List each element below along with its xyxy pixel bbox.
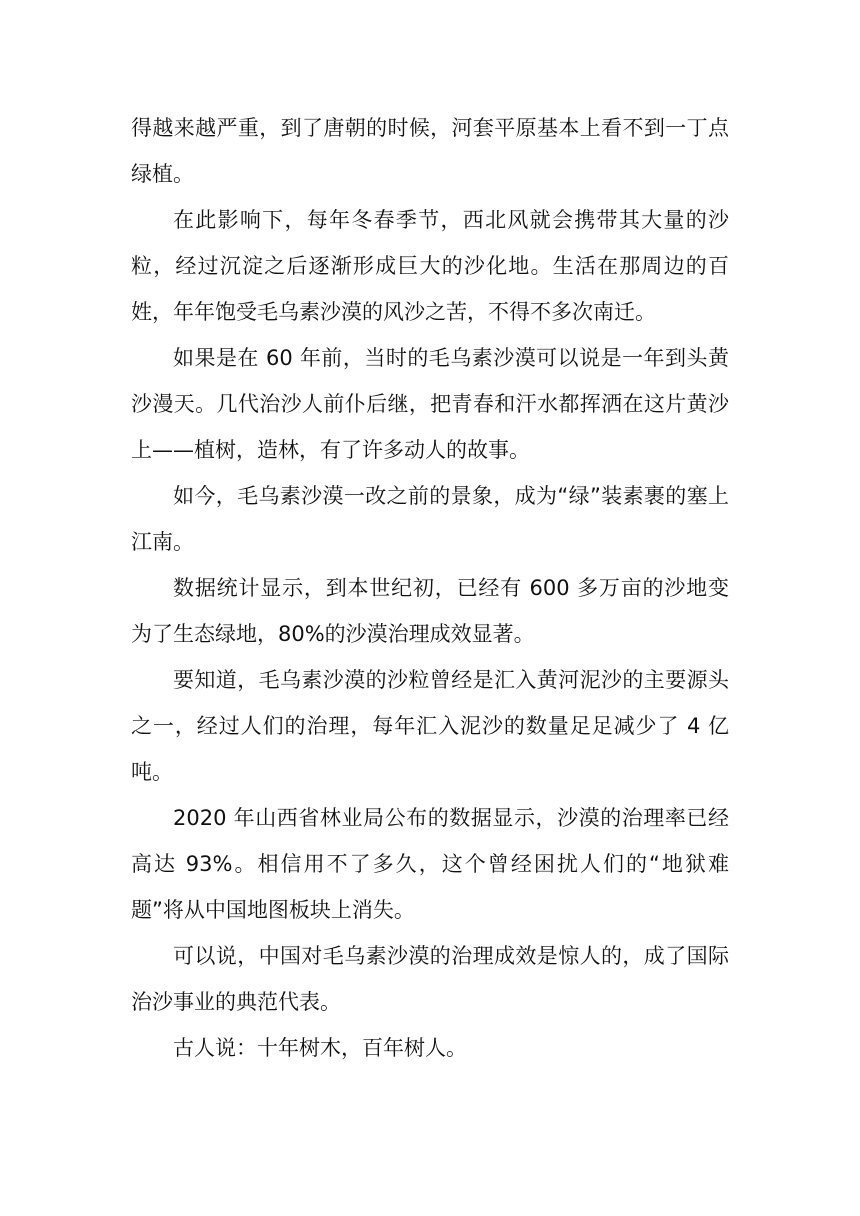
paragraph: 要知道，毛乌素沙漠的沙粒曾经是汇入黄河泥沙的主要源头之一，经过人们的治理，每年汇入泥沙的数量足足减少了 4 亿吨。	[131, 668, 729, 784]
paragraph: 可以说，中国对毛乌素沙漠的治理成效是惊人的，成了国际治沙事业的典范代表。	[131, 944, 729, 1014]
article-body	[131, 105, 729, 1071]
paragraph: 在此影响下，每年冬春季节，西北风就会携带其大量的沙粒，经过沉淀之后逐渐形成巨大的沙化地。生活在那周边的百姓，年年饱受毛乌素沙漠的风沙之苦，不得不多次南迁。	[131, 208, 729, 324]
paragraph: 如今，毛乌素沙漠一改之前的景象，成为“绿”装素裹的塞上江南。	[131, 484, 729, 554]
paragraph: 如果是在 60 年前，当时的毛乌素沙漠可以说是一年到头黄沙漫天。几代治沙人前仆后继，把青春和汗水都挥洒在这片黄沙上——植树，造林，有了许多动人的故事。	[131, 346, 729, 462]
paragraph: 古人说：十年树木，百年树人。	[173, 1036, 467, 1060]
paragraph: 数据统计显示，到本世纪初，已经有 600 多万亩的沙地变为了生态绿地，80%的沙漠治理成效显著。	[131, 576, 729, 646]
paragraph: 2020 年山西省林业局公布的数据显示，沙漠的治理率已经高达 93%。相信用不了多久，这个曾经困扰人们的“地狱难题”将从中国地图板块上消失。	[131, 806, 729, 922]
paragraph-continuation: 得越来越严重，到了唐朝的时候，河套平原基本上看不到一丁点绿植。	[131, 116, 729, 186]
